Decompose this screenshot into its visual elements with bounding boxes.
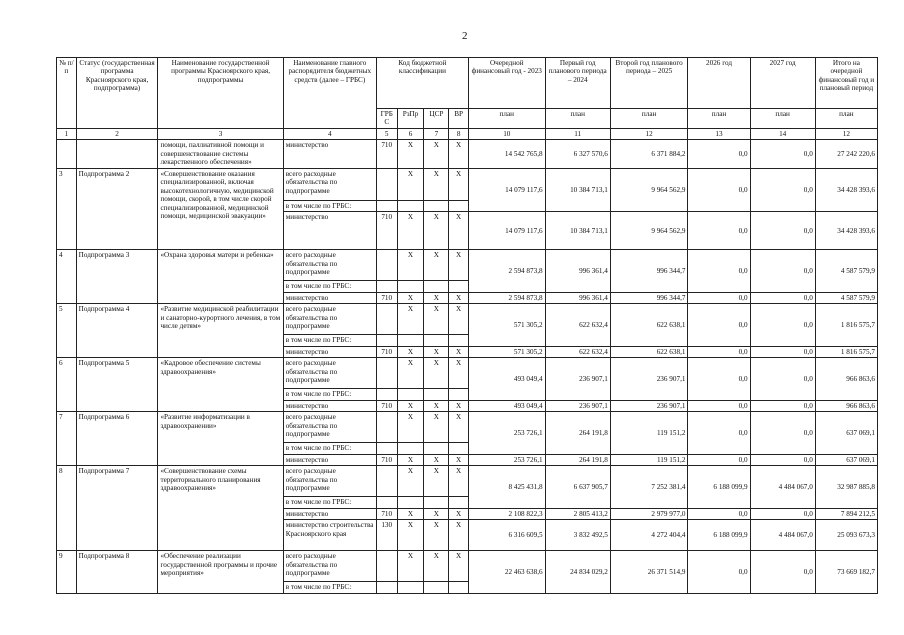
rzpr-code: Х (397, 304, 424, 335)
grbs-incl: в том числе по ГРБС: (283, 497, 376, 508)
grbs-all: всего расходные обязательства по подпрограмме (283, 551, 376, 582)
value-2023: 253 726,1 (468, 412, 545, 454)
grbs-all: всего расходные обязательства по подпрограмме (283, 466, 376, 497)
value-2025: 26 371 514,9 (610, 551, 688, 593)
value-2024: 6 327 570,6 (545, 140, 610, 168)
value-2026: 0,0 (688, 212, 750, 250)
grbs-incl: в том числе по ГРБС: (283, 200, 376, 211)
program-name: помощи, паллиативной помощи и совершенствование системы лекарственного обеспечения» (158, 140, 283, 168)
col-num: 5 (376, 129, 397, 140)
col-num: 12 (610, 129, 688, 140)
grbs-all: всего расходные обязательства по подпрограмме (283, 358, 376, 389)
header-code-vr: ВР (449, 109, 469, 129)
value-2025: 236 907,1 (610, 358, 688, 400)
grbs-code: 710 (376, 212, 397, 250)
header-plan: план (688, 109, 750, 129)
header-code-csr: ЦСР (424, 109, 449, 129)
value-2024: 3 832 492,5 (545, 520, 610, 551)
value-total: 1 816 575,7 (815, 346, 877, 357)
header-2024: Первый год планового периода – 2024 (545, 58, 610, 109)
vr-code: Х (449, 520, 469, 551)
status-cell: Подпрограмма 4 (76, 304, 158, 358)
vr-code: Х (449, 140, 469, 168)
value-2026: 0,0 (688, 292, 750, 303)
value-total: 4 587 579,9 (815, 250, 877, 292)
status-cell: Подпрограмма 8 (76, 551, 158, 593)
header-code-grbs: ГРБ С (376, 109, 397, 129)
status-cell: Подпрограмма 2 (76, 168, 158, 249)
col-num: 4 (283, 129, 376, 140)
value-2023: 22 463 638,6 (468, 551, 545, 593)
value-2023: 493 049,4 (468, 358, 545, 400)
value-2025: 9 964 562,9 (610, 212, 688, 250)
value-2026: 0,0 (688, 250, 750, 292)
budget-table (56, 57, 878, 594)
col-num: 10 (468, 129, 545, 140)
value-2027: 4 484 067,0 (750, 520, 815, 551)
table-row (57, 412, 878, 443)
value-2023: 493 049,4 (468, 400, 545, 411)
rzpr-code: Х (397, 520, 424, 551)
value-2024: 996 361,4 (545, 292, 610, 303)
col-num: 3 (158, 129, 283, 140)
value-2024: 24 834 029,2 (545, 551, 610, 593)
vr-code: Х (449, 400, 469, 411)
value-total: 27 242 220,6 (815, 140, 877, 168)
grbs-all: всего расходные обязательства по подпрограмме (283, 168, 376, 200)
grbs-name: министерство (283, 400, 376, 411)
value-total: 34 428 393,6 (815, 212, 877, 250)
value-total: 966 863,6 (815, 400, 877, 411)
grbs-name: министерство (283, 212, 376, 250)
value-total: 637 069,1 (815, 412, 877, 454)
status-cell: Подпрограмма 7 (76, 466, 158, 551)
value-total: 637 069,1 (815, 454, 877, 465)
value-2027: 0,0 (750, 250, 815, 292)
grbs-all: всего расходные обязательства по подпрограмме (283, 304, 376, 335)
value-2026: 0,0 (688, 346, 750, 357)
header-program-name: Наименование государственной программы Красноярского края, подпрограммы (158, 58, 283, 129)
value-2025: 119 151,2 (610, 454, 688, 465)
grbs-code: 710 (376, 292, 397, 303)
vr-code: Х (449, 346, 469, 357)
value-2026: 0,0 (688, 551, 750, 593)
value-2026: 6 188 099,9 (688, 520, 750, 551)
csr-code: Х (424, 292, 449, 303)
program-name: «Совершенствование схемы территориального планирования здравоохранения» (158, 466, 283, 551)
rzpr-code: Х (397, 454, 424, 465)
program-name: «Кадровое обеспечение системы здравоохранения» (158, 358, 283, 412)
value-2023: 8 425 431,8 (468, 466, 545, 508)
grbs-name: министерство (283, 508, 376, 519)
value-2024: 996 361,4 (545, 250, 610, 292)
status-cell: Подпрограмма 6 (76, 412, 158, 466)
csr-code: Х (424, 508, 449, 519)
csr-code: Х (424, 358, 449, 389)
value-2025: 9 964 562,9 (610, 168, 688, 211)
header-code-rzpr: РзПр (397, 109, 424, 129)
value-2027: 0,0 (750, 358, 815, 400)
rzpr-code: Х (397, 292, 424, 303)
value-2027: 0,0 (750, 454, 815, 465)
grbs-all: всего расходные обязательства по подпрограмме (283, 250, 376, 281)
table-row (57, 250, 878, 281)
table-row (57, 140, 878, 168)
col-num: 1 (57, 129, 77, 140)
col-num: 8 (449, 129, 469, 140)
header-plan: план (815, 109, 877, 129)
vr-code: Х (449, 304, 469, 335)
vr-code: Х (449, 454, 469, 465)
csr-code: Х (424, 466, 449, 497)
vr-code: Х (449, 508, 469, 519)
rzpr-code: Х (397, 466, 424, 497)
value-2024: 236 907,1 (545, 358, 610, 400)
vr-code: Х (449, 250, 469, 281)
header-plan: план (610, 109, 688, 129)
value-2026: 0,0 (688, 140, 750, 168)
grbs-name: министерство (283, 140, 376, 168)
vr-code: Х (449, 292, 469, 303)
col-num: 2 (76, 129, 158, 140)
program-name: «Обеспечение реализации государственной программы и прочие мероприятия» (158, 551, 283, 593)
header-2023: Очередной финансовый год - 2023 (468, 58, 545, 109)
value-2023: 14 542 765,8 (468, 140, 545, 168)
value-total: 966 863,6 (815, 358, 877, 400)
row-number: 8 (57, 466, 77, 551)
value-2024: 622 632,4 (545, 346, 610, 357)
header-2026: 2026 год (688, 58, 750, 109)
value-2024: 236 907,1 (545, 400, 610, 411)
rzpr-code: Х (397, 250, 424, 281)
grbs-name: министерство (283, 454, 376, 465)
value-2026: 0,0 (688, 508, 750, 519)
col-num: 11 (545, 129, 610, 140)
page-number: 2 (462, 30, 468, 42)
value-2024: 2 805 413,2 (545, 508, 610, 519)
value-2024: 10 384 713,1 (545, 212, 610, 250)
value-total: 73 669 182,7 (815, 551, 877, 593)
value-2025: 622 638,1 (610, 346, 688, 357)
value-2024: 622 632,4 (545, 304, 610, 346)
header-plan: план (750, 109, 815, 129)
vr-code: Х (449, 212, 469, 250)
value-2026: 0,0 (688, 304, 750, 346)
value-2025: 7 252 381,4 (610, 466, 688, 508)
value-2023: 14 079 117,6 (468, 212, 545, 250)
csr-code: Х (424, 412, 449, 443)
value-2026: 0,0 (688, 412, 750, 454)
status-cell: Подпрограмма 3 (76, 250, 158, 304)
rzpr-code: Х (397, 358, 424, 389)
rzpr-code: Х (397, 412, 424, 443)
grbs-incl: в том числе по ГРБС: (283, 281, 376, 292)
value-2024: 10 384 713,1 (545, 168, 610, 211)
row-number: 6 (57, 358, 77, 412)
value-2026: 0,0 (688, 168, 750, 211)
vr-code: Х (449, 358, 469, 389)
value-2025: 119 151,2 (610, 412, 688, 454)
value-2025: 2 979 977,0 (610, 508, 688, 519)
value-2027: 0,0 (750, 292, 815, 303)
grbs-incl: в том числе по ГРБС: (283, 582, 376, 593)
csr-code: Х (424, 551, 449, 582)
value-2027: 0,0 (750, 304, 815, 346)
col-num: 14 (750, 129, 815, 140)
value-2027: 0,0 (750, 508, 815, 519)
header-row (57, 58, 878, 109)
csr-code: Х (424, 140, 449, 168)
rzpr-code: Х (397, 508, 424, 519)
csr-code: Х (424, 168, 449, 200)
value-2025: 996 344,7 (610, 250, 688, 292)
value-2023: 571 305,2 (468, 346, 545, 357)
header-status: Статус (государственная программа Красноярского края, подпрограмма) (76, 58, 158, 129)
grbs-code: 710 (376, 346, 397, 357)
value-2025: 622 638,1 (610, 304, 688, 346)
value-2027: 0,0 (750, 412, 815, 454)
value-2027: 0,0 (750, 400, 815, 411)
value-2027: 0,0 (750, 346, 815, 357)
value-2026: 0,0 (688, 400, 750, 411)
header-grbs-name: Наименование главного распорядителя бюджетных средств (далее – ГРБС) (283, 58, 376, 129)
grbs-incl: в том числе по ГРБС: (283, 443, 376, 454)
value-total: 7 894 212,5 (815, 508, 877, 519)
value-2027: 4 484 067,0 (750, 466, 815, 508)
grbs-code: 130 (376, 520, 397, 551)
header-2027: 2027 год (750, 58, 815, 109)
value-2027: 0,0 (750, 212, 815, 250)
value-2025: 6 371 884,2 (610, 140, 688, 168)
grbs-code: 710 (376, 400, 397, 411)
grbs-incl: в том числе по ГРБС: (283, 389, 376, 400)
value-2027: 0,0 (750, 168, 815, 211)
value-total: 32 987 885,8 (815, 466, 877, 508)
rzpr-code: Х (397, 168, 424, 200)
csr-code: Х (424, 250, 449, 281)
header-plan: план (545, 109, 610, 129)
vr-code: Х (449, 168, 469, 200)
vr-code: Х (449, 551, 469, 582)
rzpr-code: Х (397, 140, 424, 168)
value-total: 1 816 575,7 (815, 304, 877, 346)
col-num: 12 (815, 129, 877, 140)
program-name: «Развитие медицинской реабилитации и санаторно-курортного лечения, в том числе детям» (158, 304, 283, 358)
value-2026: 0,0 (688, 454, 750, 465)
value-2023: 2 594 873,8 (468, 292, 545, 303)
header-2025: Второй год планового периода – 2025 (610, 58, 688, 109)
grbs-name: министерство строительства Красноярского края (283, 520, 376, 551)
vr-code: Х (449, 412, 469, 443)
value-2023: 2 108 822,3 (468, 508, 545, 519)
grbs-name: министерство (283, 292, 376, 303)
table-row (57, 168, 878, 200)
value-2027: 0,0 (750, 551, 815, 593)
table-row (57, 358, 878, 389)
grbs-code: 710 (376, 508, 397, 519)
value-2025: 236 907,1 (610, 400, 688, 411)
header-total: Итого на очередной финансовый год и плановый период (815, 58, 877, 109)
value-2023: 253 726,1 (468, 454, 545, 465)
value-2024: 264 191,8 (545, 454, 610, 465)
value-2023: 14 079 117,6 (468, 168, 545, 211)
value-2027: 0,0 (750, 140, 815, 168)
grbs-code: 710 (376, 454, 397, 465)
row-number: 9 (57, 551, 77, 593)
value-total: 4 587 579,9 (815, 292, 877, 303)
header-plan: план (468, 109, 545, 129)
grbs-incl: в том числе по ГРБС: (283, 335, 376, 346)
rzpr-code: Х (397, 346, 424, 357)
rzpr-code: Х (397, 400, 424, 411)
column-numbers-row (57, 129, 878, 140)
csr-code: Х (424, 400, 449, 411)
col-num: 13 (688, 129, 750, 140)
header-budget-code: Код бюджетной классификации (376, 58, 468, 109)
program-name: «Охрана здоровья матери и ребенка» (158, 250, 283, 304)
row-number: 4 (57, 250, 77, 304)
rzpr-code: Х (397, 212, 424, 250)
table-row (57, 466, 878, 497)
table-row (57, 551, 878, 582)
value-2024: 6 637 905,7 (545, 466, 610, 508)
grbs-code: 710 (376, 140, 397, 168)
row-number: 3 (57, 168, 77, 249)
value-2025: 996 344,7 (610, 292, 688, 303)
header-n: № п/п (57, 58, 77, 129)
csr-code: Х (424, 346, 449, 357)
program-name: «Развитие информатизации в здравоохранении» (158, 412, 283, 466)
value-2023: 571 305,2 (468, 304, 545, 346)
row-number: 7 (57, 412, 77, 466)
program-name: «Совершенствование оказания специализированной, включая высокотехнологичную, медицинской помощи, скорой, в том числе скорой специализированной, медицинской помощи, медицинской эвакуации» (158, 168, 283, 249)
value-2024: 264 191,8 (545, 412, 610, 454)
value-2025: 4 272 404,4 (610, 520, 688, 551)
table-row (57, 304, 878, 335)
value-total: 34 428 393,6 (815, 168, 877, 211)
value-2023: 6 316 609,5 (468, 520, 545, 551)
csr-code: Х (424, 212, 449, 250)
csr-code: Х (424, 454, 449, 465)
rzpr-code: Х (397, 551, 424, 582)
csr-code: Х (424, 304, 449, 335)
status-cell: Подпрограмма 5 (76, 358, 158, 412)
col-num: 6 (397, 129, 424, 140)
value-total: 25 093 673,3 (815, 520, 877, 551)
row-number: 5 (57, 304, 77, 358)
vr-code: Х (449, 466, 469, 497)
col-num: 7 (424, 129, 449, 140)
grbs-all: всего расходные обязательства по подпрограмме (283, 412, 376, 443)
value-2026: 6 188 099,9 (688, 466, 750, 508)
value-2026: 0,0 (688, 358, 750, 400)
grbs-name: министерство (283, 346, 376, 357)
value-2023: 2 594 873,8 (468, 250, 545, 292)
csr-code: Х (424, 520, 449, 551)
